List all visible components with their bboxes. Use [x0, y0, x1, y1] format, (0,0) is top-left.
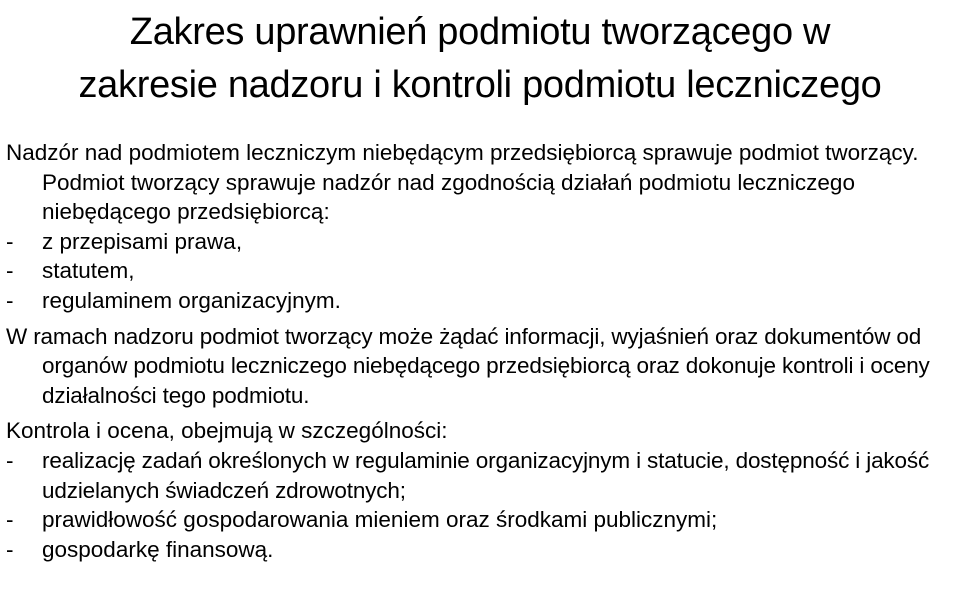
paragraph-supervision: Nadzór nad podmiotem leczniczym niebędącym przedsiębiorcą sprawuje podmiot tworzący. Podmiot tworzący sprawuje nadzór nad zgodnością działań podmiotu leczniczego niebędącego przedsiębiorcą:: [6, 140, 919, 225]
list-item: [6, 256, 956, 286]
slide-title-line-1: Zakres uprawnień podmiotu tworzącego w: [129, 11, 831, 53]
list-item: [6, 286, 956, 316]
paragraph-information-request: W ramach nadzoru podmiot tworzący może żądać informacji, wyjaśnień oraz dokumentów od organów podmiotu leczniczego niebędącego przedsiębiorcą oraz dokonuje kontroli i oceny działalności tego podmiotu.: [6, 323, 930, 408]
list-dash: -: [6, 258, 14, 284]
list-dash: -: [6, 287, 14, 313]
list-dash: -: [6, 507, 14, 533]
list-dash: -: [6, 228, 14, 254]
list-item-text: gospodarkę finansową.: [42, 536, 274, 562]
list-item: [6, 505, 956, 535]
list-item: [6, 227, 956, 257]
list-item-text: realizację zadań określonych w regulaminie organizacyjnym i statucie, dostępność i jakość udzielanych świadczeń zdrowotnych;: [42, 447, 930, 503]
list-item: [6, 535, 956, 565]
list-item: [6, 446, 956, 505]
list-item-text: prawidłowość gospodarowania mieniem oraz środkami publicznymi;: [42, 507, 718, 533]
slide-title-line-2: zakresie nadzoru i kontroli podmiotu leczniczego: [78, 64, 882, 106]
list-item-text: statutem,: [42, 258, 135, 284]
list-item-text: z przepisami prawa,: [42, 228, 243, 254]
list-item-text: regulaminem organizacyjnym.: [42, 287, 341, 313]
list-dash: -: [6, 447, 14, 473]
list-dash: -: [6, 536, 14, 562]
slide-body: [6, 138, 956, 564]
paragraph-control-scope: Kontrola i ocena, obejmują w szczególności:: [6, 418, 448, 444]
slide-title: [0, 6, 960, 112]
